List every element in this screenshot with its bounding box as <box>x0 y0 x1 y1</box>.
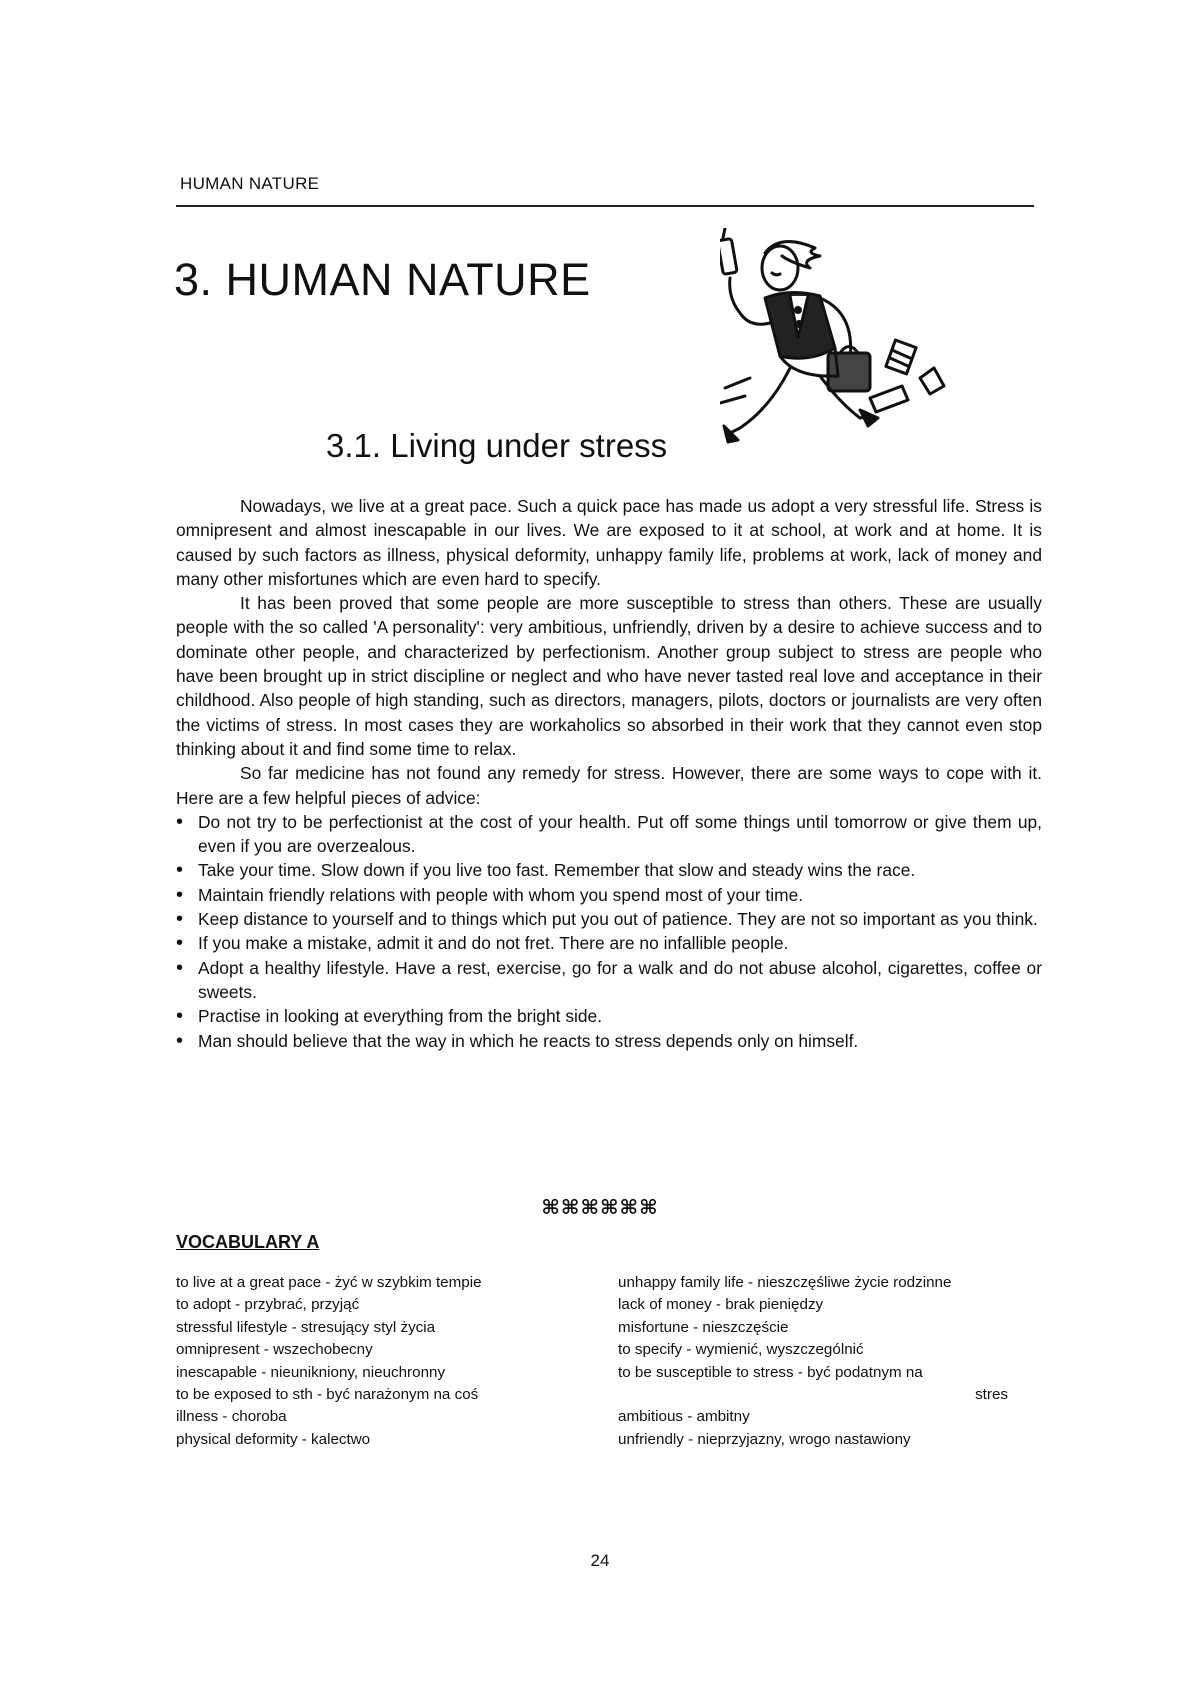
advice-item: • Adopt a healthy lifestyle. Have a rest, exercise, go for a walk and do not abuse alcohol, cigarettes, coffee or sweets. <box>176 956 1042 1005</box>
vocabulary-entry: inescapable - nieunikniony, nieuchronny <box>176 1363 446 1381</box>
header-rule <box>176 205 1034 207</box>
running-header: HUMAN NATURE <box>180 174 320 193</box>
vocabulary-list-right <box>618 1272 1038 1451</box>
advice-list <box>176 810 1042 1053</box>
vocabulary-entry: illness - choroba <box>176 1408 287 1426</box>
vocabulary-entry: unhappy family life - nieszczęśliwe życie rodzinne <box>618 1274 952 1291</box>
vocabulary-entry: to be exposed to sth - być narażonym na coś <box>176 1386 479 1404</box>
advice-item: • Do not try to be perfectionist at the cost of your health. Put off some things until tomorrow or give them up, even if you are overzealous. <box>176 810 1042 859</box>
vocabulary-entry: omnipresent - wszechobecny <box>176 1341 373 1359</box>
vocabulary-entry: unfriendly - nieprzyjazny, wrogo nastawiony <box>618 1430 911 1448</box>
advice-item: • Man should believe that the way in which he reacts to stress depends only on himself. <box>176 1029 1042 1053</box>
vocabulary-entry: ambitious - ambitny <box>618 1408 750 1426</box>
paragraph: Nowadays, we live at a great pace. Such a quick pace has made us adopt a very stressful life. Stress is omnipresent and almost inescapable in our lives. We are exposed to it at school, at work and at home. It is caused by such factors as illness, physical deformity, unhappy family life, problems at work, lack of money and many other misfortunes which are even hard to specify. <box>176 496 1042 589</box>
advice-item: • Maintain friendly relations with people with whom you spend most of your time. <box>176 883 1042 907</box>
vocabulary-entry: to adopt - przybrać, przyjąć <box>176 1296 360 1314</box>
chapter-title: 3. HUMAN NATURE <box>174 254 591 305</box>
article-body <box>176 494 1042 1053</box>
paragraph: So far medicine has not found any remedy for stress. However, there are some ways to cope with it. Here are a few helpful pieces of advice: <box>176 763 1042 808</box>
vocabulary-entry: to specify - wymienić, wyszczególnić <box>618 1341 864 1359</box>
vocabulary-entry: physical deformity - kalectwo <box>176 1430 371 1448</box>
advice-item: • If you make a mistake, admit it and do not fret. There are no infallible people. <box>176 931 1042 955</box>
vocabulary-entry: lack of money - brak pieniędzy <box>618 1296 824 1314</box>
vocabulary-entry-continuation: stres <box>975 1386 1008 1404</box>
page-number: 24 <box>590 1551 610 1570</box>
advice-item: • Keep distance to yourself and to things which put you out of patience. They are not so important as you think. <box>176 907 1042 931</box>
section-title: 3.1. Living under stress <box>326 427 668 464</box>
vocabulary-entry: to live at a great pace - żyć w szybkim tempie <box>176 1274 482 1291</box>
vocabulary-entry: stressful lifestyle - stresujący styl życia <box>176 1318 436 1336</box>
stressed-woman-icon <box>720 228 1040 478</box>
vocabulary-list-left <box>176 1272 596 1451</box>
paragraph: It has been proved that some people are more susceptible to stress than others. These are usually people with the so called 'A personality': very ambitious, unfriendly, driven by a desire to achieve success and to dominate other people, and characterized by perfectionism. Another group subject to stress are people who have been brought up in strict discipline or neglect and who have never tasted real love and acceptance in their childhood. Also people of high standing, such as directors, managers, pilots, doctors or journalists are very often the victims of stress. In most cases they are workaholics so absorbed in their work that they cannot even stop thinking about it and find some time to relax. <box>176 593 1042 759</box>
advice-item: • Practise in looking at everything from the bright side. <box>176 1004 1042 1028</box>
vocabulary-heading: VOCABULARY A <box>176 1232 320 1252</box>
section-separator: ⌘⌘⌘⌘⌘⌘ <box>541 1195 659 1219</box>
advice-item: • Take your time. Slow down if you live too fast. Remember that slow and steady wins the race. <box>176 858 1042 882</box>
vocabulary-entry: misfortune - nieszczęście <box>618 1318 789 1336</box>
vocabulary-entry: to be susceptible to stress - być podatnym na <box>618 1363 923 1381</box>
